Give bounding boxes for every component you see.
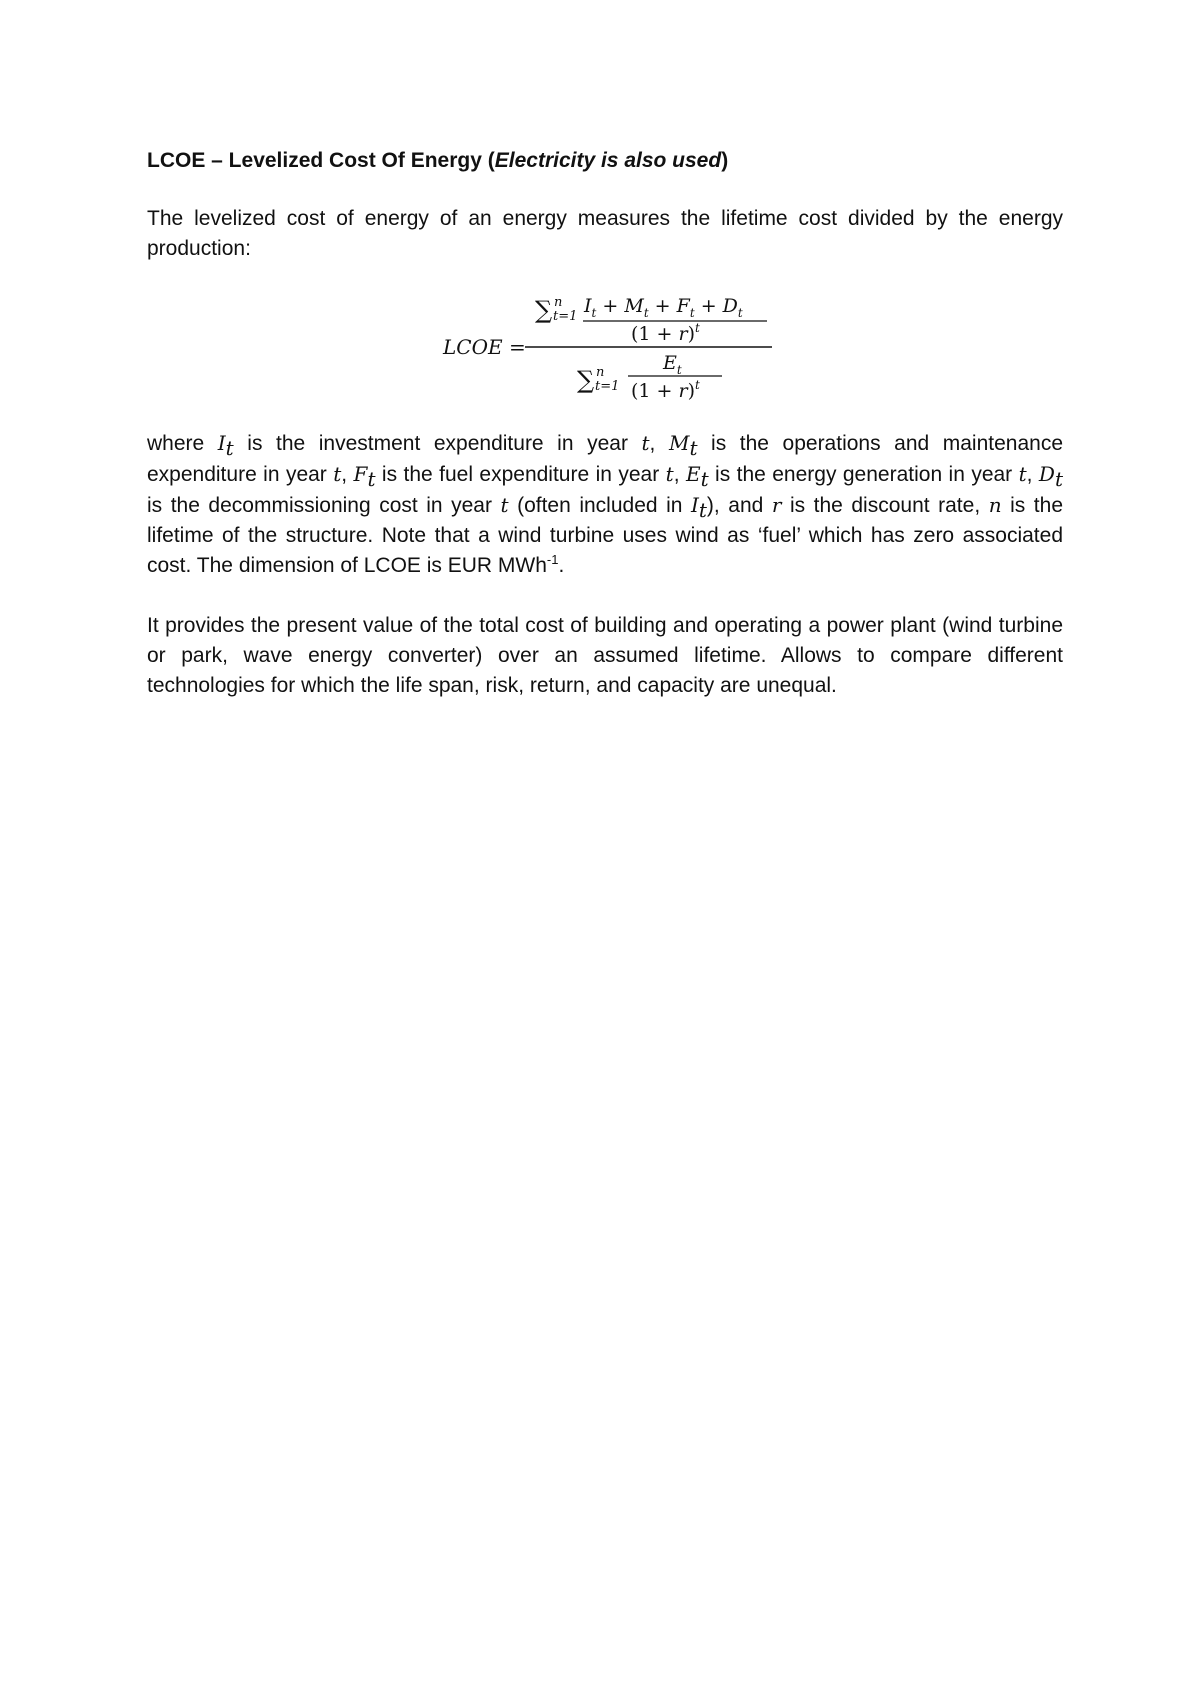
definition-text-run: I bbox=[690, 493, 699, 517]
definition-text-run: , bbox=[649, 432, 669, 455]
definition-text-run: (often included in bbox=[508, 494, 691, 517]
num-inner-numerator: $I_t + M_t + F_t + D_t$ bbox=[584, 295, 743, 320]
definition-text-run: , bbox=[673, 463, 686, 486]
definition-text-run: is the discount rate, bbox=[781, 494, 989, 517]
den-inner-denominator: $(1 + r)^t$ bbox=[631, 378, 700, 402]
definition-text-run: t bbox=[698, 498, 707, 523]
lcoe-formula bbox=[147, 276, 1063, 416]
num-sum-symbol: ∑ bbox=[535, 296, 553, 324]
den-inner-numerator: $E_t$ bbox=[663, 352, 682, 377]
den-sum-upper: n bbox=[596, 365, 605, 380]
definition-text-run: t bbox=[700, 467, 709, 492]
num-sum-lower: t=1 bbox=[553, 309, 578, 324]
definition-text-run: t bbox=[500, 493, 509, 517]
definition-text-run: -1 bbox=[546, 552, 559, 567]
definition-text-run: is the operations and maintenance expenditure in year bbox=[147, 432, 1064, 486]
formula-lhs: LCOE = bbox=[443, 335, 526, 359]
definition-text-run: t bbox=[1018, 462, 1027, 486]
document-heading bbox=[147, 146, 1063, 176]
var-E: E bbox=[685, 462, 701, 486]
definitions-paragraph bbox=[147, 428, 1063, 581]
heading-italic-note: Electricity is also used bbox=[494, 149, 722, 172]
definition-text-run: t bbox=[333, 462, 342, 486]
var-r: r bbox=[771, 493, 782, 517]
num-inner-denominator: $(1 + r)^t$ bbox=[631, 321, 700, 345]
var-D: D bbox=[1038, 462, 1055, 486]
num-sum-upper: n bbox=[554, 295, 563, 310]
var-M: M bbox=[668, 431, 690, 455]
definition-text-run: t bbox=[665, 462, 674, 486]
document-body bbox=[147, 146, 1063, 701]
definition-text-run: ), and bbox=[706, 494, 772, 517]
definition-text-run: t bbox=[225, 436, 234, 461]
var-n: n bbox=[988, 493, 1002, 517]
intro-paragraph: The levelized cost of energy of an energy measures the lifetime cost divided by the energy production: bbox=[147, 207, 1063, 260]
var-I: I bbox=[217, 431, 226, 455]
var-F: F bbox=[353, 462, 368, 486]
formula-svg bbox=[147, 276, 1063, 416]
definition-text-run: is the lifetime of the structure. Note that a wind turbine uses wind as ‘fuel’ which has zero associated cost. The dimension of LCOE is EUR MWh bbox=[147, 494, 1064, 577]
definition-text-run: where bbox=[147, 432, 218, 455]
heading-text: LCOE – Levelized Cost Of Energy ( bbox=[147, 149, 495, 172]
definition-text-run: is the decommissioning cost in year bbox=[147, 494, 501, 517]
summary-paragraph: It provides the present value of the total cost of building and operating a power plant (wind turbine or park, wave energy converter) over an assumed lifetime. Allows to compare different technologies for which the life span, risk, return, and capacity are unequal. bbox=[147, 614, 1063, 697]
definition-text-run: , bbox=[1026, 463, 1039, 486]
definition-text-run: t bbox=[689, 436, 698, 461]
definition-text-run: , bbox=[341, 463, 354, 486]
heading-close-paren: ) bbox=[721, 149, 729, 172]
definition-text-run: t bbox=[1054, 467, 1064, 492]
definition-text-run: t bbox=[641, 431, 650, 455]
definition-text-run: is the fuel expenditure in year bbox=[375, 463, 666, 486]
definition-text-run: is the energy generation in year bbox=[708, 463, 1019, 486]
definition-text-run: is the investment expenditure in year bbox=[233, 432, 642, 455]
definition-text-run: t bbox=[367, 467, 376, 492]
definition-text-run: . bbox=[558, 554, 565, 577]
den-sum-lower: t=1 bbox=[595, 379, 620, 394]
den-sum-symbol: ∑ bbox=[577, 366, 595, 394]
